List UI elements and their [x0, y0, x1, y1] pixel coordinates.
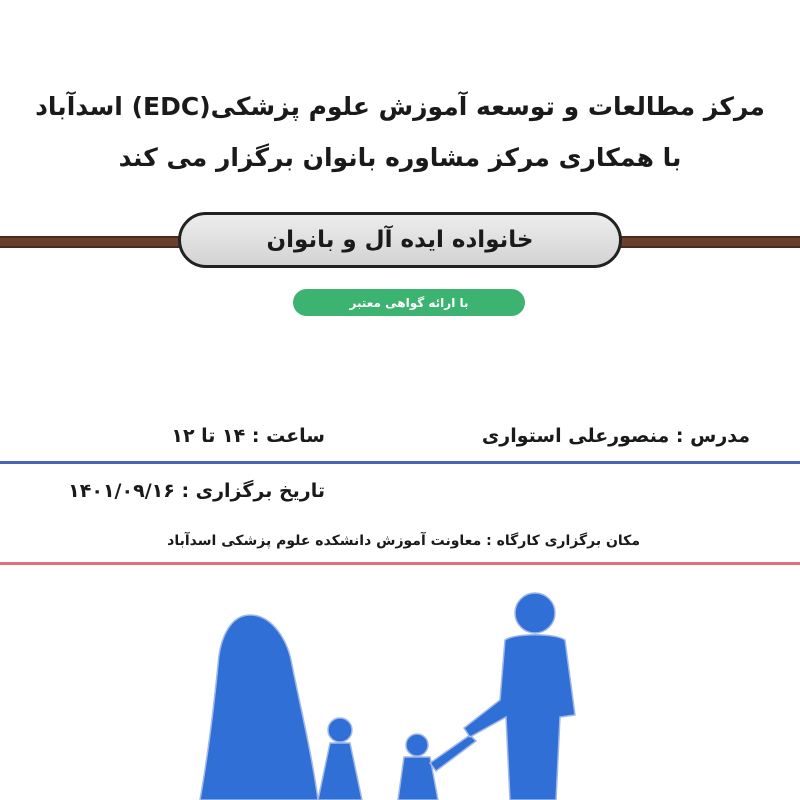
- father-body: [464, 635, 575, 800]
- decorative-bar-left: [0, 236, 185, 248]
- divider-pink: [0, 562, 800, 565]
- event-title-banner: [178, 212, 622, 268]
- instructor-text: مدرس : منصورعلی استواری: [481, 425, 750, 447]
- header-line-1: مرکز مطالعات و توسعه آموزش علوم پزشکی(EDC) اسدآباد: [35, 92, 765, 121]
- boy-head: [406, 734, 428, 756]
- time-text: ساعت : ۱۴ تا ۱۲: [171, 425, 325, 447]
- location-text: مکان برگزاری کارگاه : معاونت آموزش دانشکده علوم پزشکی اسدآباد: [167, 533, 640, 549]
- event-title: خانواده ایده آل و بانوان: [266, 227, 534, 253]
- father-head: [515, 593, 555, 633]
- decorative-bar-right: [615, 236, 800, 248]
- divider-blue: [0, 461, 800, 464]
- mother-silhouette: [200, 615, 318, 800]
- certificate-note: با ارائه گواهی معتبر: [349, 295, 469, 310]
- date-text: تاریخ برگزاری : ۱۴۰۱/۰۹/۱۶: [68, 480, 325, 502]
- certificate-badge: [293, 289, 525, 316]
- girl-head: [328, 718, 352, 742]
- linking-arm: [430, 735, 476, 771]
- header-line-2: با همکاری مرکز مشاوره بانوان برگزار می کند: [118, 143, 682, 172]
- girl-body: [318, 743, 362, 800]
- family-silhouette-illustration: [0, 585, 800, 800]
